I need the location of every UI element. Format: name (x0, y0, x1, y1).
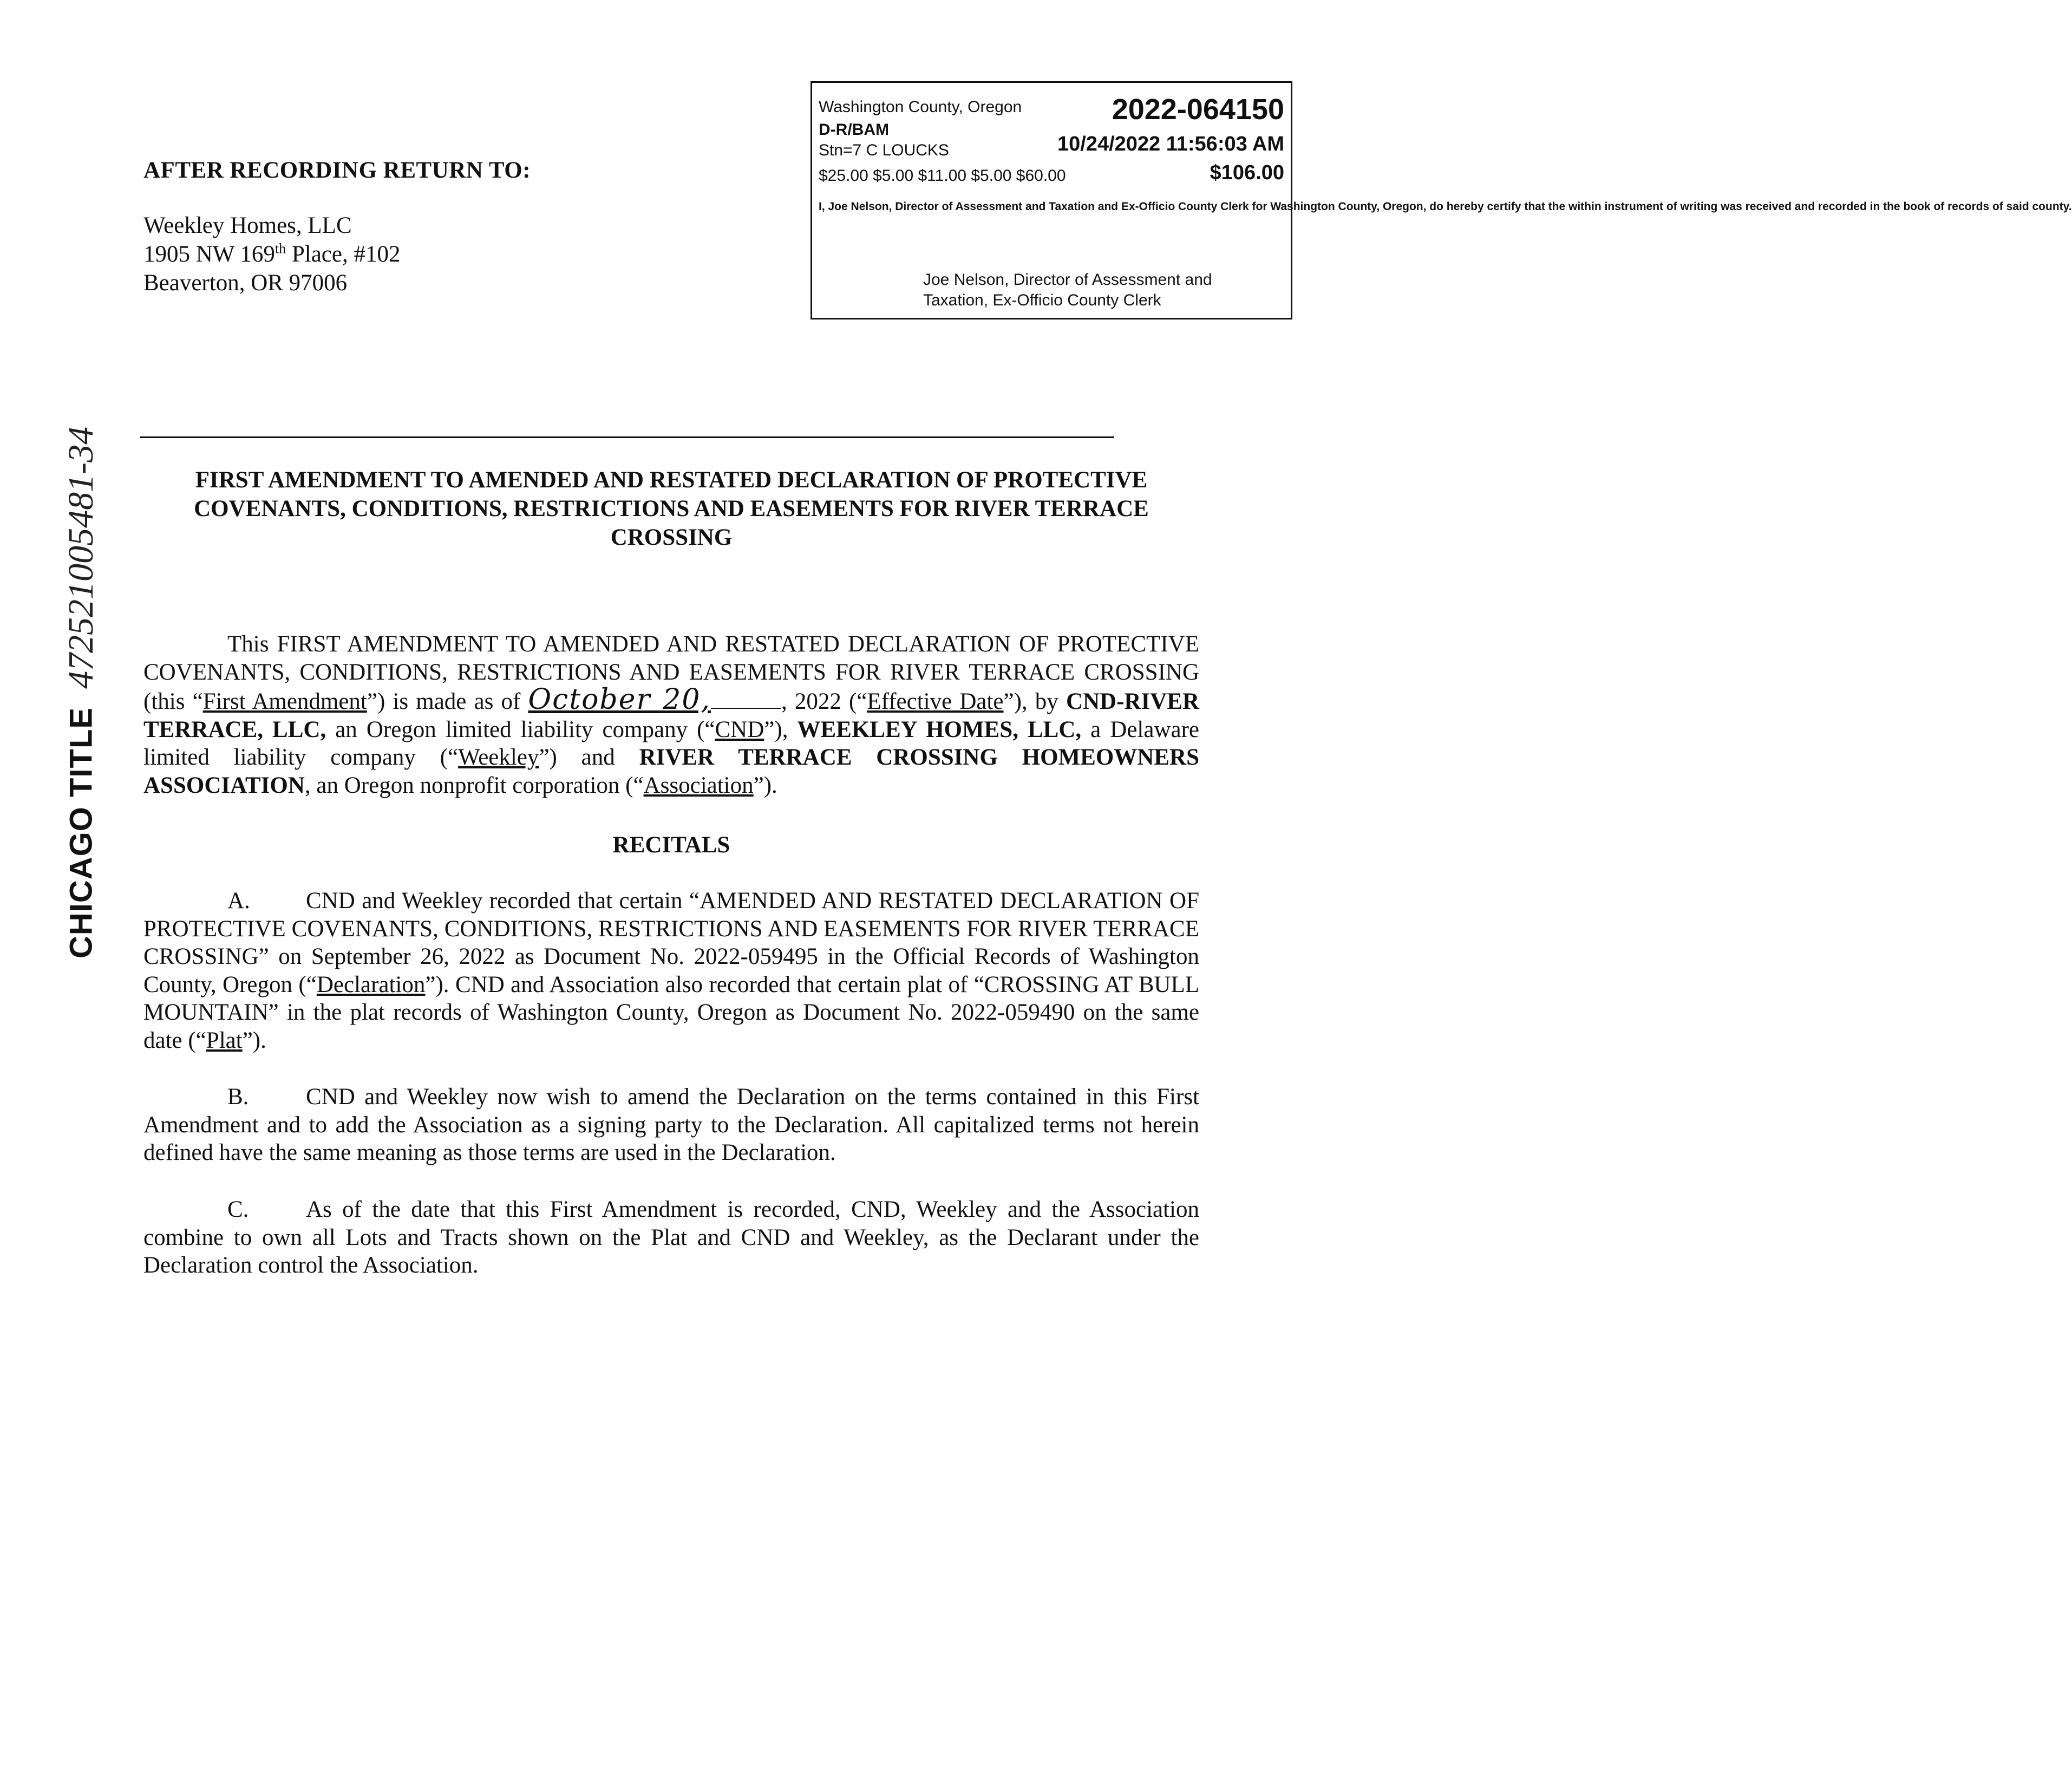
recording-stamp (811, 81, 2072, 319)
header-rule (140, 436, 1114, 438)
stamp-code: D-R/BAM (819, 121, 889, 139)
side-stamp-number: 472521005481-34 (61, 426, 101, 689)
recital-b-text: CND and Weekley now wish to amend the Declaration on the terms contained in this First Amendment and to add the Association as a signing party to the Declaration. All capitalized terms not herein defined have the same meaning as those terms are used in the Declaration. (143, 1084, 1199, 1165)
intro-paragraph (143, 630, 1199, 799)
return-address (143, 211, 400, 297)
stamp-signature (923, 270, 1212, 311)
intro-text: ”) is made as of (367, 689, 528, 714)
defined-term-plat: Plat (206, 1027, 243, 1053)
handwritten-date: October 20, (528, 683, 711, 716)
side-stamp-title: CHICAGO TITLE (63, 707, 99, 958)
recital-a-label: A. (227, 888, 250, 914)
return-street (143, 240, 400, 269)
side-title-stamp (61, 427, 102, 958)
stamp-fees: $25.00 $5.00 $11.00 $5.00 $60.00 (819, 167, 1066, 185)
date-blank-line (711, 692, 781, 709)
stamp-station: Stn=7 C LOUCKS (819, 141, 949, 159)
intro-text: , 2022 (“ (781, 689, 867, 714)
recital-a (143, 887, 1199, 1054)
defined-term-effective-date: Effective Date (867, 689, 1004, 714)
stamp-total: $106.00 (1210, 161, 1284, 184)
defined-term-declaration: Declaration (316, 971, 426, 997)
stamp-county: Washington County, Oregon (819, 98, 1022, 116)
recital-a-text: ”). CND and Association also recorded that certain plat of “CROSSING AT BULL MOUNTAIN” in the plat records of Washington County, Oregon as Document No. 2022-059490 on the same date (“ (143, 971, 1199, 1053)
recital-a-text: ”). (242, 1027, 266, 1053)
defined-term-cnd: CND (715, 716, 764, 742)
stamp-certification: I, Joe Nelson, Director of Assessment and Taxation and Ex-Officio County Clerk for Washington County, Oregon, do hereby certify that the within instrument of writing was received and recorded in the book of records of said county. (819, 200, 2072, 213)
return-city: Beaverton, OR 97006 (143, 270, 348, 296)
stamp-signature-line2: Taxation, Ex-Officio County Clerk (923, 291, 1161, 309)
defined-term-first-amendment: First Amendment (202, 689, 367, 714)
recitals-heading: RECITALS (612, 832, 730, 858)
intro-text: ”). (753, 772, 777, 798)
intro-text: ”) and (539, 745, 639, 770)
return-to-heading: AFTER RECORDING RETURN TO: (143, 158, 531, 183)
party-association-name: RIVER TERRACE CROSSING HOMEOWNERS ASSOCIATION (143, 745, 1200, 798)
stamp-datetime: 10/24/2022 11:56:03 AM (1057, 133, 1284, 155)
intro-text: This FIRST AMENDMENT TO AMENDED AND RESTATED DECLARATION OF PROTECTIVE COVENANTS, CONDITIONS, RESTRICTIONS AND EASEMENTS FOR RIVER TERRACE CROSSING (this “ (143, 631, 1199, 714)
intro-text: ”), by (1003, 689, 1066, 714)
street-number: 1905 NW 169 (143, 242, 275, 267)
intro-text: an Oregon limited liability company (“ (326, 716, 715, 742)
recital-c (143, 1196, 1199, 1280)
recital-b-label: B. (227, 1084, 249, 1110)
stamp-signature-line1: Joe Nelson, Director of Assessment and (923, 271, 1212, 289)
recital-a-text: CND and Weekley recorded that certain “AMENDED AND RESTATED DECLARATION OF PROTECTIVE COVENANTS, CONDITIONS, RESTRICTIONS AND EASEMENTS FOR RIVER TERRACE CROSSING” on September 26, 2022 as Document No. 2022-059495 in the Official Records of Washington County, Oregon (“ (143, 888, 1199, 997)
stamp-document-number: 2022-064150 (1112, 93, 1284, 126)
intro-text: , an Oregon nonprofit corporation (“ (304, 772, 644, 798)
street-rest: Place, #102 (286, 242, 401, 267)
recital-c-label: C. (227, 1197, 249, 1222)
recital-c-text: As of the date that this First Amendment is recorded, CND, Weekley and the Association combine to own all Lots and Tracts shown on the Plat and CND and Weekley, as the Declarant under the Declaration control the Association. (143, 1197, 1199, 1278)
party-cnd-name: CND-RIVER TERRACE, LLC, (143, 689, 1200, 742)
return-name: Weekley Homes, LLC (143, 213, 352, 238)
defined-term-weekley: Weekley (458, 745, 539, 770)
intro-text: a Delaware limited liability company (“ (143, 716, 1200, 770)
defined-term-association: Association (643, 772, 754, 798)
document-title: FIRST AMENDMENT TO AMENDED AND RESTATED DECLARATION OF PROTECTIVE COVENANTS, CONDITIONS, RESTRICTIONS AND EASEMENTS FOR RIVER TERRACE CROSSING (194, 467, 1149, 550)
recital-b (143, 1083, 1199, 1167)
party-weekley-name: WEEKLEY HOMES, LLC, (797, 716, 1082, 742)
street-ordinal: th (274, 240, 286, 257)
intro-text: ”), (764, 716, 798, 742)
